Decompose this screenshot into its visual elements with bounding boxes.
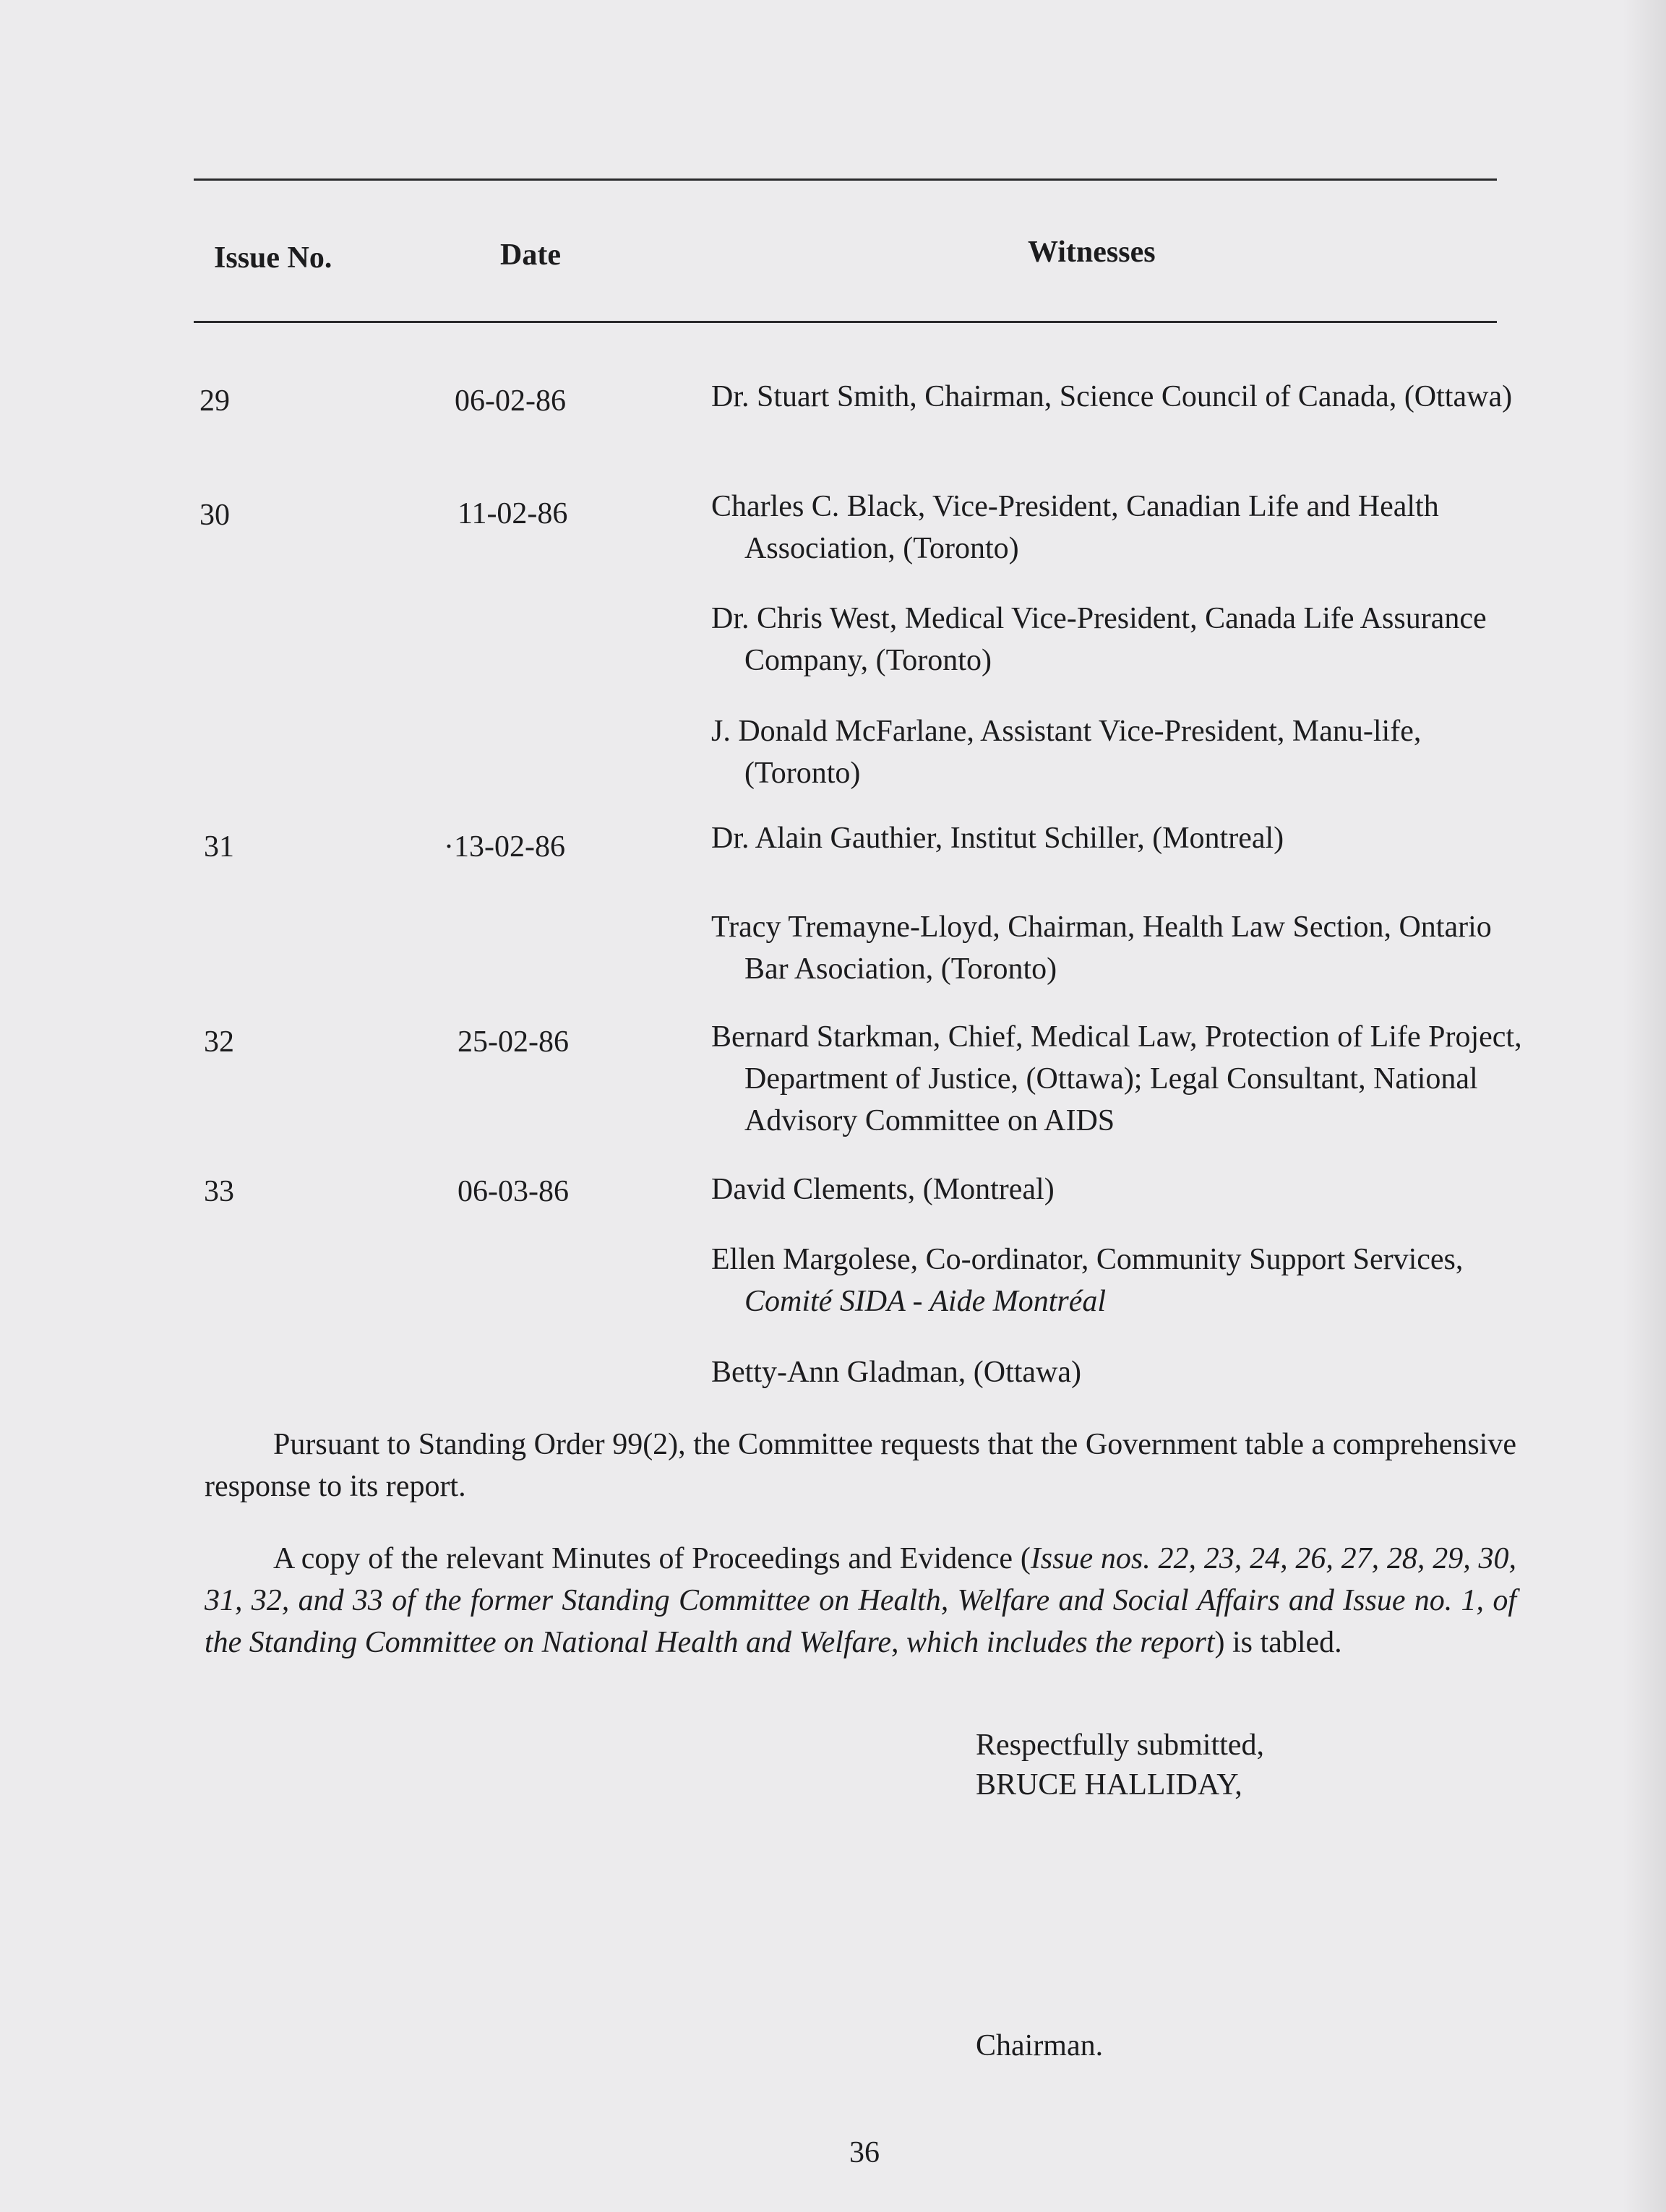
issue-date: 06-03-86 — [458, 1175, 569, 1208]
witness-entry — [711, 1239, 1540, 1322]
header-date: Date — [500, 238, 561, 272]
header-rule — [194, 321, 1497, 323]
issue-date: 11-02-86 — [458, 497, 568, 530]
issue-date: 06-02-86 — [455, 384, 566, 418]
witness-entry: Bernard Starkman, Chief, Medical Law, Protection of Life Project, Department of Justice, (Ottawa); Legal Consultant, National Advisory Committee on AIDS — [711, 1020, 1522, 1137]
witness-entry: Dr. Alain Gauthier, Institut Schiller, (Montreal) — [711, 822, 1284, 855]
top-rule — [194, 178, 1497, 181]
page-number: 36 — [849, 2136, 880, 2169]
witness-entry: J. Donald McFarlane, Assistant Vice-President, Manu-life, (Toronto) — [711, 715, 1422, 790]
organization-name-italic: Comité SIDA - Aide Montréal — [744, 1285, 1107, 1318]
issue-number: 31 — [204, 830, 234, 864]
issue-number: 33 — [204, 1175, 234, 1208]
paragraph-text: A copy of the relevant Minutes of Proceedings and Evidence ( — [273, 1542, 1031, 1575]
paragraph-text: ) is tabled. — [1214, 1626, 1342, 1659]
page-edge-shadow — [1623, 0, 1666, 2212]
witness-entry: Dr. Chris West, Medical Vice-President, Canada Life Assurance Company, (Toronto) — [711, 602, 1487, 677]
witness-entry: Charles C. Black, Vice-President, Canadian Life and Health Association, (Toronto) — [711, 490, 1439, 565]
issue-number: 32 — [204, 1025, 234, 1059]
paragraph-response-request: Pursuant to Standing Order 99(2), the Committee requests that the Government table a comprehensive response to its report. — [205, 1428, 1516, 1503]
signature-name: BRUCE HALLIDAY, — [976, 1768, 1242, 1802]
witness-entry: David Clements, (Montreal) — [711, 1173, 1055, 1206]
issue-number: 30 — [199, 499, 230, 532]
witness-entry: Dr. Stuart Smith, Chairman, Science Council of Canada, (Ottawa) — [711, 380, 1513, 413]
header-witnesses: Witnesses — [1028, 236, 1156, 269]
issue-date: 25-02-86 — [458, 1025, 569, 1059]
issue-number: 29 — [199, 384, 230, 418]
signature-title: Chairman. — [976, 2029, 1104, 2062]
signature-closing: Respectfully submitted, — [976, 1729, 1264, 1762]
header-issue-no: Issue No. — [214, 241, 332, 275]
paragraph-italic-text: Issue nos. 22, 23, 24, 26, 27, 28, 29, 30, 31, 32, and 33 of the former Standing Committee on Health, Welfare and Social Affairs and Issue no. 1, of the Standing Committee on National Health and Welfare, which includes the report — [205, 1542, 1516, 1659]
issue-date: ·13-02-86 — [444, 830, 565, 864]
witness-entry: Betty-Ann Gladman, (Ottawa) — [711, 1356, 1082, 1389]
paragraph-minutes-tabled — [205, 1538, 1516, 1664]
witness-entry: Tracy Tremayne-Lloyd, Chairman, Health Law Section, Ontario Bar Asociation, (Toronto) — [711, 911, 1492, 986]
witness-text: Ellen Margolese, Co-ordinator, Community Support Services, — [711, 1243, 1464, 1276]
